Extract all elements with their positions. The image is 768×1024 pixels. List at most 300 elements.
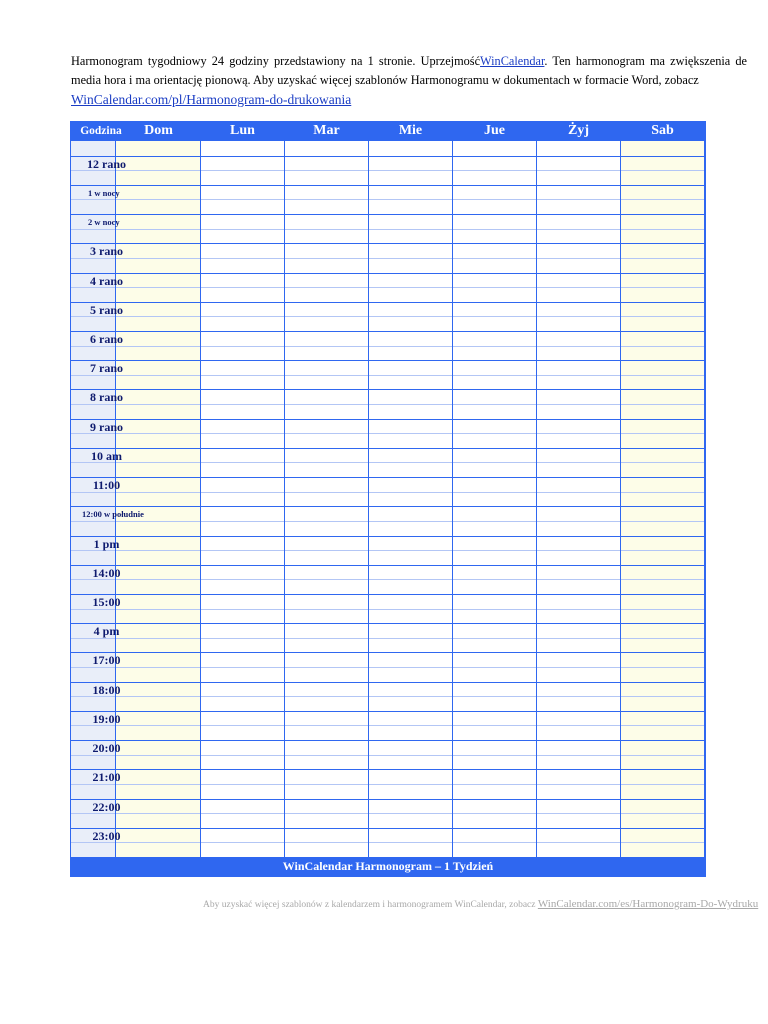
- half-hour-divider: [201, 550, 284, 551]
- half-hour-divider: [621, 638, 704, 639]
- half-hour-divider: [453, 755, 536, 756]
- hour-label: 22:00: [92, 799, 121, 814]
- hour-divider: [201, 594, 284, 595]
- half-hour-divider: [621, 521, 704, 522]
- hour-divider: [285, 623, 368, 624]
- half-hour-divider: [621, 258, 704, 259]
- half-hour-divider: [369, 170, 452, 171]
- hour-label: 4 rano: [90, 273, 123, 288]
- hour-divider: [285, 828, 368, 829]
- hour-divider: [453, 565, 536, 566]
- half-hour-divider: [285, 346, 368, 347]
- hour-divider: [285, 185, 368, 186]
- hour-divider: [537, 214, 620, 215]
- day-header-7: Sab: [651, 123, 674, 138]
- half-hour-divider: [453, 170, 536, 171]
- hour-label: 9 rano: [90, 419, 123, 434]
- half-hour-divider: [369, 404, 452, 405]
- half-hour-divider: [369, 375, 452, 376]
- day-header-5: Jue: [484, 123, 505, 138]
- half-hour-divider: [201, 170, 284, 171]
- hour-divider: [201, 331, 284, 332]
- hour-divider: [285, 769, 368, 770]
- hour-divider: [201, 740, 284, 741]
- hour-divider: [285, 652, 368, 653]
- half-hour-divider: [453, 784, 536, 785]
- hour-divider: [369, 389, 452, 390]
- half-hour-divider: [537, 579, 620, 580]
- half-hour-divider: [621, 842, 704, 843]
- half-hour-divider: [621, 579, 704, 580]
- hour-divider: [537, 565, 620, 566]
- hour-divider: [621, 506, 704, 507]
- half-hour-divider: [369, 433, 452, 434]
- day-column-2: [201, 141, 284, 857]
- hour-divider: [453, 331, 536, 332]
- hour-divider: [285, 477, 368, 478]
- half-hour-divider: [201, 287, 284, 288]
- hour-divider: [201, 769, 284, 770]
- half-hour-divider: [537, 725, 620, 726]
- hour-label: 12 rano: [87, 156, 126, 171]
- hour-divider: [453, 594, 536, 595]
- hour-divider: [369, 360, 452, 361]
- hour-divider: [369, 565, 452, 566]
- half-hour-divider: [621, 462, 704, 463]
- half-hour-divider: [201, 229, 284, 230]
- half-hour-divider: [621, 784, 704, 785]
- half-hour-divider: [71, 521, 115, 522]
- hour-divider: [621, 682, 704, 683]
- hour-divider: [537, 389, 620, 390]
- half-hour-divider: [369, 609, 452, 610]
- hour-divider: [369, 536, 452, 537]
- hour-divider: [201, 448, 284, 449]
- hour-divider: [537, 711, 620, 712]
- row-divider: [537, 156, 620, 157]
- hour-divider: [201, 652, 284, 653]
- hour-divider: [201, 711, 284, 712]
- half-hour-divider: [201, 462, 284, 463]
- hour-divider: [201, 828, 284, 829]
- hour-divider: [71, 506, 115, 507]
- half-hour-divider: [621, 433, 704, 434]
- day-header-2: Lun: [230, 123, 255, 138]
- half-hour-divider: [537, 667, 620, 668]
- hour-divider: [201, 506, 284, 507]
- half-hour-divider: [285, 609, 368, 610]
- hour-divider: [621, 769, 704, 770]
- hour-divider: [285, 389, 368, 390]
- half-hour-divider: [537, 404, 620, 405]
- footnote: [203, 898, 759, 910]
- wincalendar-link[interactable]: WinCalendar: [480, 54, 545, 68]
- half-hour-divider: [537, 755, 620, 756]
- half-hour-divider: [537, 462, 620, 463]
- day-column-3: [285, 141, 368, 857]
- hour-divider: [116, 214, 200, 215]
- hour-label: 19:00: [92, 711, 121, 726]
- half-hour-divider: [453, 579, 536, 580]
- half-hour-divider: [285, 755, 368, 756]
- hour-divider: [369, 799, 452, 800]
- half-hour-divider: [201, 609, 284, 610]
- half-hour-divider: [369, 199, 452, 200]
- hour-divider: [71, 185, 115, 186]
- hour-divider: [537, 243, 620, 244]
- hour-divider: [201, 565, 284, 566]
- half-hour-divider: [621, 375, 704, 376]
- hour-label: 7 rano: [90, 361, 123, 376]
- hour-divider: [201, 477, 284, 478]
- half-hour-divider: [201, 404, 284, 405]
- hour-divider: [537, 769, 620, 770]
- hour-divider: [369, 448, 452, 449]
- half-hour-divider: [285, 404, 368, 405]
- hour-divider: [201, 360, 284, 361]
- half-hour-divider: [71, 229, 115, 230]
- half-hour-divider: [537, 521, 620, 522]
- hour-divider: [453, 185, 536, 186]
- hour-divider: [453, 243, 536, 244]
- hour-divider: [621, 243, 704, 244]
- day-column-4: [369, 141, 452, 857]
- hour-divider: [201, 243, 284, 244]
- half-hour-divider: [369, 579, 452, 580]
- half-hour-divider: [369, 258, 452, 259]
- half-hour-divider: [116, 199, 200, 200]
- half-hour-divider: [453, 696, 536, 697]
- hour-divider: [369, 185, 452, 186]
- hour-divider: [285, 711, 368, 712]
- half-hour-divider: [285, 287, 368, 288]
- half-hour-divider: [369, 229, 452, 230]
- hour-divider: [369, 682, 452, 683]
- hour-label: 14:00: [92, 565, 121, 580]
- hour-divider: [621, 594, 704, 595]
- hour-divider: [285, 302, 368, 303]
- hour-divider: [537, 682, 620, 683]
- half-hour-divider: [453, 287, 536, 288]
- hour-divider: [285, 243, 368, 244]
- hour-label: 20:00: [92, 741, 121, 756]
- hour-divider: [621, 652, 704, 653]
- half-hour-divider: [201, 199, 284, 200]
- half-hour-divider: [201, 579, 284, 580]
- hour-label: 11:00: [92, 478, 121, 493]
- hour-divider: [621, 419, 704, 420]
- hour-divider: [537, 331, 620, 332]
- half-hour-divider: [369, 784, 452, 785]
- half-hour-divider: [201, 258, 284, 259]
- half-hour-divider: [621, 696, 704, 697]
- hour-label: 18:00: [92, 682, 121, 697]
- hour-divider: [285, 594, 368, 595]
- hour-divider: [116, 185, 200, 186]
- schedule-header-row: [70, 121, 706, 141]
- half-hour-divider: [453, 258, 536, 259]
- half-hour-divider: [621, 346, 704, 347]
- hour-divider: [621, 477, 704, 478]
- hour-label: 4 pm: [93, 624, 120, 639]
- half-hour-divider: [201, 492, 284, 493]
- half-hour-divider: [453, 433, 536, 434]
- half-hour-divider: [201, 638, 284, 639]
- hour-divider: [621, 565, 704, 566]
- half-hour-divider: [369, 813, 452, 814]
- half-hour-divider: [369, 492, 452, 493]
- hour-divider: [369, 652, 452, 653]
- half-hour-divider: [369, 755, 452, 756]
- half-hour-divider: [537, 258, 620, 259]
- hour-divider: [621, 360, 704, 361]
- hour-label: 1 pm: [93, 536, 120, 551]
- hour-label: 17:00: [92, 653, 121, 668]
- hour-divider: [369, 623, 452, 624]
- hour-divider: [285, 214, 368, 215]
- hour-label: 23:00: [92, 828, 121, 843]
- hour-divider: [453, 828, 536, 829]
- hour-divider: [537, 448, 620, 449]
- hour-divider: [621, 331, 704, 332]
- half-hour-divider: [537, 229, 620, 230]
- half-hour-divider: [285, 784, 368, 785]
- schedule-footer: WinCalendar Harmonogram – 1 Tydzień: [282, 859, 494, 873]
- half-hour-divider: [201, 696, 284, 697]
- hour-divider: [201, 214, 284, 215]
- hour-divider: [621, 214, 704, 215]
- half-hour-divider: [201, 433, 284, 434]
- half-hour-divider: [537, 638, 620, 639]
- hour-divider: [453, 360, 536, 361]
- hour-label: 15:00: [92, 594, 121, 609]
- half-hour-divider: [369, 638, 452, 639]
- hour-divider: [285, 506, 368, 507]
- hour-divider: [285, 273, 368, 274]
- hour-divider: [201, 799, 284, 800]
- half-hour-divider: [369, 842, 452, 843]
- half-hour-divider: [201, 667, 284, 668]
- hour-divider: [285, 448, 368, 449]
- half-hour-divider: [285, 725, 368, 726]
- half-hour-divider: [453, 404, 536, 405]
- half-hour-divider: [621, 492, 704, 493]
- hour-divider: [201, 536, 284, 537]
- hour-divider: [369, 214, 452, 215]
- hour-divider: [201, 185, 284, 186]
- half-hour-divider: [453, 375, 536, 376]
- hour-divider: [285, 799, 368, 800]
- hour-divider: [71, 214, 115, 215]
- hour-divider: [453, 682, 536, 683]
- half-hour-divider: [621, 813, 704, 814]
- half-hour-divider: [453, 316, 536, 317]
- half-hour-divider: [621, 404, 704, 405]
- half-hour-divider: [201, 725, 284, 726]
- hour-divider: [537, 623, 620, 624]
- half-hour-divider: [537, 842, 620, 843]
- hour-divider: [537, 652, 620, 653]
- half-hour-divider: [285, 813, 368, 814]
- half-hour-divider: [537, 433, 620, 434]
- half-hour-divider: [369, 287, 452, 288]
- footnote-text: Aby uzyskać więcej szablonów z kalendarzem i harmonogramem WinCalendar, zobacz: [203, 900, 536, 910]
- hour-divider: [453, 652, 536, 653]
- hour-divider: [621, 828, 704, 829]
- half-hour-divider: [285, 258, 368, 259]
- day-header-1: Dom: [144, 123, 173, 138]
- hour-divider: [369, 769, 452, 770]
- row-divider: [201, 156, 284, 157]
- hour-divider: [621, 799, 704, 800]
- half-hour-divider: [285, 521, 368, 522]
- half-hour-divider: [369, 550, 452, 551]
- hour-divider: [537, 477, 620, 478]
- half-hour-divider: [453, 462, 536, 463]
- hour-divider: [201, 389, 284, 390]
- hour-divider: [621, 185, 704, 186]
- half-hour-divider: [285, 667, 368, 668]
- half-hour-divider: [453, 346, 536, 347]
- row-divider: [453, 156, 536, 157]
- half-hour-divider: [116, 229, 200, 230]
- hour-divider: [285, 331, 368, 332]
- half-hour-divider: [285, 170, 368, 171]
- half-hour-divider: [369, 696, 452, 697]
- hour-divider: [453, 302, 536, 303]
- half-hour-divider: [537, 609, 620, 610]
- half-hour-divider: [537, 375, 620, 376]
- half-hour-divider: [201, 755, 284, 756]
- hour-divider: [201, 302, 284, 303]
- half-hour-divider: [621, 609, 704, 610]
- half-hour-divider: [369, 346, 452, 347]
- half-hour-divider: [285, 375, 368, 376]
- hour-divider: [369, 711, 452, 712]
- hour-divider: [369, 331, 452, 332]
- half-hour-divider: [537, 287, 620, 288]
- hour-divider: [621, 302, 704, 303]
- half-hour-divider: [537, 346, 620, 347]
- intro-paragraph: [71, 52, 747, 110]
- hour-divider: [621, 448, 704, 449]
- hour-divider: [537, 185, 620, 186]
- half-hour-divider: [285, 433, 368, 434]
- half-hour-divider: [71, 199, 115, 200]
- half-hour-divider: [537, 170, 620, 171]
- half-hour-divider: [285, 492, 368, 493]
- hour-label: 8 rano: [90, 390, 123, 405]
- half-hour-divider: [453, 199, 536, 200]
- half-hour-divider: [201, 316, 284, 317]
- weekly-schedule-table: [70, 121, 706, 877]
- half-hour-divider: [453, 229, 536, 230]
- schedule-body: [70, 141, 706, 857]
- half-hour-divider: [116, 521, 200, 522]
- half-hour-divider: [369, 725, 452, 726]
- half-hour-divider: [453, 550, 536, 551]
- half-hour-divider: [285, 579, 368, 580]
- hour-divider: [453, 214, 536, 215]
- half-hour-divider: [201, 813, 284, 814]
- schedule-templates-link[interactable]: WinCalendar.com/pl/Harmonogram-do-drukowania: [71, 92, 352, 107]
- half-hour-divider: [453, 609, 536, 610]
- hour-divider: [369, 594, 452, 595]
- footnote-link[interactable]: WinCalendar.com/es/Harmonogram-Do-Wydruku: [537, 898, 759, 910]
- row-divider: [621, 156, 704, 157]
- half-hour-divider: [621, 199, 704, 200]
- half-hour-divider: [621, 229, 704, 230]
- hour-divider: [537, 740, 620, 741]
- hour-divider: [285, 740, 368, 741]
- hour-divider: [621, 536, 704, 537]
- intro-text-1: Harmonogram tygodniowy 24 godziny przedstawiony na 1 stronie. Uprzejmość: [71, 54, 481, 68]
- hour-divider: [537, 302, 620, 303]
- half-hour-divider: [285, 550, 368, 551]
- half-hour-divider: [621, 550, 704, 551]
- hour-divider: [285, 536, 368, 537]
- hour-label: 3 rano: [90, 244, 123, 259]
- half-hour-divider: [537, 199, 620, 200]
- half-hour-divider: [621, 667, 704, 668]
- half-hour-divider: [285, 199, 368, 200]
- half-hour-divider: [453, 667, 536, 668]
- half-hour-divider: [369, 316, 452, 317]
- half-hour-divider: [285, 462, 368, 463]
- hour-divider: [453, 623, 536, 624]
- hour-divider: [453, 477, 536, 478]
- half-hour-divider: [201, 375, 284, 376]
- half-hour-divider: [453, 638, 536, 639]
- hour-divider: [621, 623, 704, 624]
- half-hour-divider: [537, 784, 620, 785]
- hour-divider: [285, 682, 368, 683]
- hour-label: 2 w nocy: [88, 217, 120, 228]
- half-hour-divider: [621, 755, 704, 756]
- hour-divider: [201, 419, 284, 420]
- hour-divider: [537, 536, 620, 537]
- half-hour-divider: [285, 638, 368, 639]
- hour-label: 21:00: [92, 770, 121, 785]
- hour-divider: [453, 711, 536, 712]
- hour-divider: [453, 448, 536, 449]
- half-hour-divider: [201, 346, 284, 347]
- day-header-3: Mar: [313, 123, 340, 138]
- half-hour-divider: [621, 287, 704, 288]
- half-hour-divider: [453, 813, 536, 814]
- half-hour-divider: [285, 696, 368, 697]
- hour-divider: [537, 273, 620, 274]
- half-hour-divider: [285, 229, 368, 230]
- day-header-4: Mie: [398, 123, 423, 138]
- hour-divider: [285, 419, 368, 420]
- hour-divider: [453, 740, 536, 741]
- half-hour-divider: [285, 316, 368, 317]
- hour-divider: [537, 419, 620, 420]
- half-hour-divider: [285, 842, 368, 843]
- hour-divider: [453, 506, 536, 507]
- half-hour-divider: [201, 784, 284, 785]
- hour-divider: [453, 419, 536, 420]
- hour-divider: [537, 799, 620, 800]
- row-divider: [369, 156, 452, 157]
- hour-divider: [369, 740, 452, 741]
- hour-label: 10 am: [91, 448, 122, 463]
- hour-divider: [537, 506, 620, 507]
- hour-divider: [369, 828, 452, 829]
- day-column-5: [453, 141, 536, 857]
- hour-divider: [453, 536, 536, 537]
